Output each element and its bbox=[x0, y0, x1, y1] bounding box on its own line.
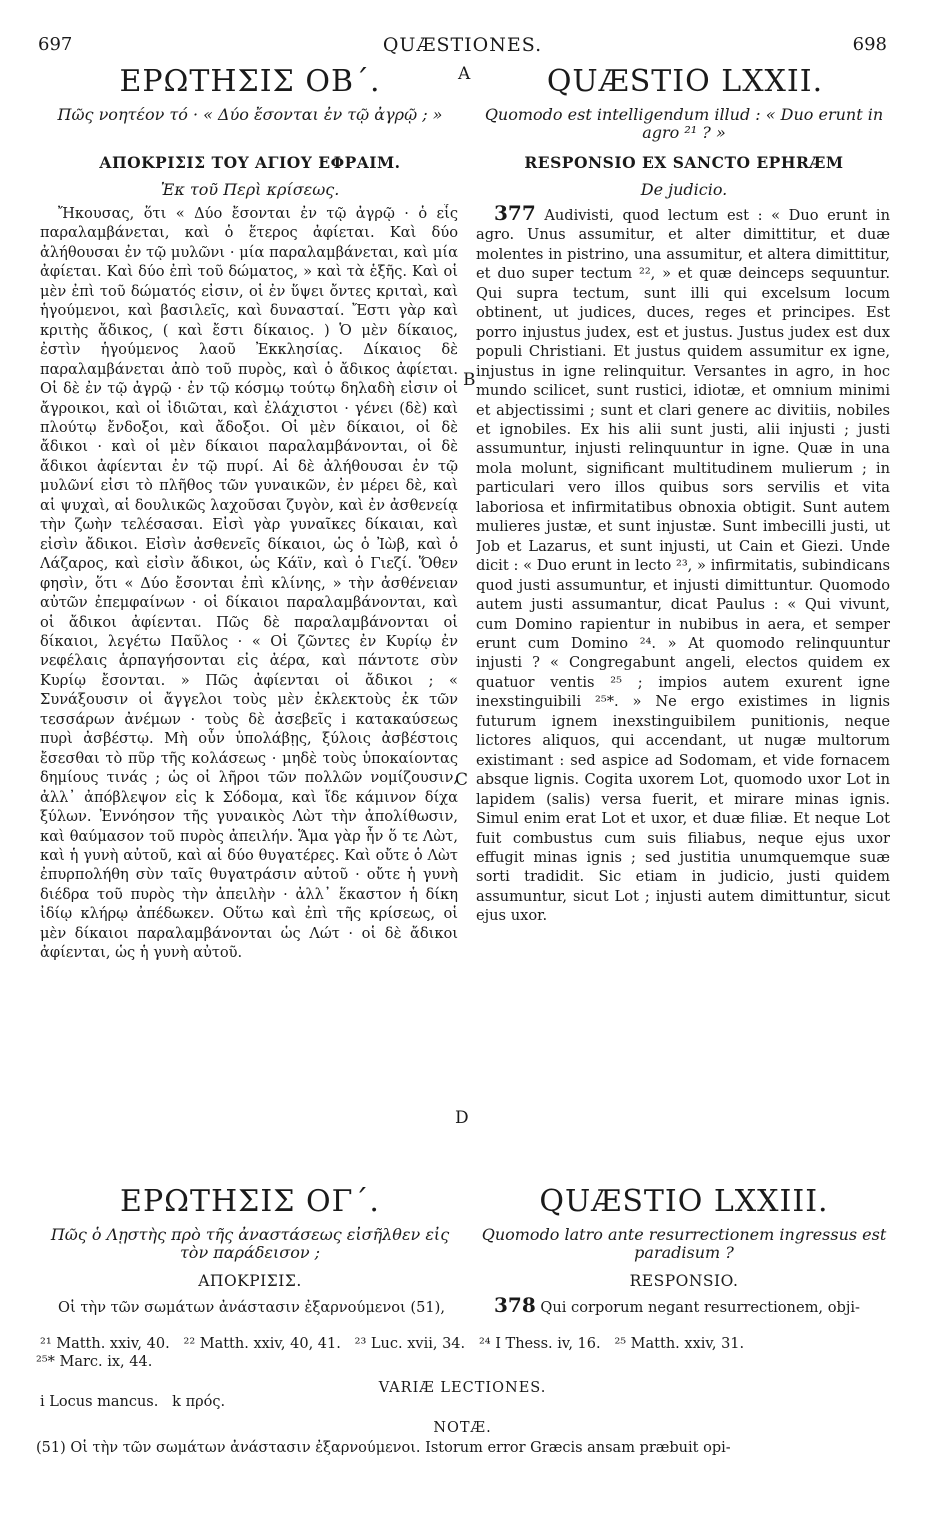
latin-source-72: De judicio. bbox=[640, 180, 728, 199]
latin-column-73 bbox=[476, 1293, 890, 1317]
variae-lectiones-text: i Locus mancus. k πρός. bbox=[40, 1394, 226, 1410]
greek-question-73-title: ΕΡΩΤΗΣΙΣ ΟΓ΄. bbox=[120, 1184, 380, 1219]
latin-answer-73-heading: RESPONSIO. bbox=[629, 1272, 739, 1290]
latin-column-72 bbox=[476, 204, 890, 1144]
page-number-left: 697 bbox=[38, 34, 73, 55]
notae-heading: NOTÆ. bbox=[433, 1420, 492, 1436]
greek-source-72: Ἐκ τοῦ Περὶ κρίσεως. bbox=[160, 180, 340, 199]
running-title: QUÆSTIONES. bbox=[382, 34, 543, 56]
greek-answer-73-heading: ΑΠΟΚΡΙΣΙΣ. bbox=[198, 1272, 302, 1290]
scripture-references-line-2: ²⁵* Marc. ix, 44. bbox=[36, 1354, 153, 1370]
greek-answer-72-text: Ἤκουσας, ὅτι « Δύο ἔσονται ἐν τῷ ἀγρῷ · ὁ εἷς παραλαμβάνεται, καὶ ὁ ἕτερος ἀφίεται. Καὶ δύο ἀλήθουσαι ἐν τῷ μυλῶνι · μία παραλαμβάνεται, καὶ μία ἀφίεται. Καὶ δύο ἐπὶ τοῦ δώματος, » καὶ τὰ ἑξῆς. Καὶ οἱ μὲν ἐπὶ τοῦ δώματός εἰσιν, οἱ ἐν ὕψει ὄντες κριταὶ, καὶ ἡγούμενοι, καὶ βασιλεῖς, καὶ δυνασταί. Ἔστι γὰρ καὶ κριτὴς ἄδικος, ( καὶ ἔστι δίκαιος. ) Ὁ μὲν δίκαιος, ἐστὶν ἡγούμενος λαοῦ Ἐκκλησίας. Δίκαιος δὲ παραλαμβάνεται ἀπὸ τοῦ πυρὸς, καὶ ὁ ἄδικος ἀφίεται. Οἱ δὲ ἐν τῷ ἀγρῷ · ἐν τῷ κόσμῳ τούτῳ δηλαδὴ εἰσιν οἱ ἄγροικοι, καὶ οἱ ἰδιῶται, καὶ ἐλάχιστοι · γένει (δὲ) καὶ πλούτῳ ἔνδοξοι, καὶ ἄδοξοι. Οἱ μὲν δίκαιοι, οἱ δὲ ἄδικοι · καὶ οἱ μὲν δίκαιοι παραλαμβάνονται, οἱ δὲ ἄδικοι ἀφίενται ἐν τῷ πυρί. Αἱ δὲ ἀλήθουσαι ἐν τῷ μυλῶνί εἰσι τὸ πλῆθος τῶν γυναικῶν, ἐν μέρει δὲ, καὶ αἱ ψυχαὶ, αἱ δουλικῶς λαχοῦσαι ζυγὸν, καὶ ἐν ἀσθενείᾳ τὴν ζωὴν τελέσασαι. Εἰσὶ γὰρ γυναῖκες δίκαιαι, καὶ εἰσὶν ἄδικοι. Εἰσὶν ἀσθενεῖς δίκαιοι, ὡς ὁ Ἰὼβ, καὶ ὁ Λάζαρος, καὶ εἰσὶν ἄδικοι, ὡς Κάϊν, καὶ ὁ Γιεζί. Ὅθεν φησὶν, ὅτι « Δύο ἔσονται ἐπὶ κλίνης, » τὴν ἀσθένειαν αὐτῶν ἐπεμφαίνων · οἱ δίκαιοι παραλαμβάνονται, καὶ οἱ ἄδικοι ἀφίενται. Πῶς δὲ παραλαμβάνονται οἱ δίκαιοι, λεγέτω Παῦλος · « Οἱ ζῶντες ἐν Κυρίῳ ἐν νεφέλαις ἁρπαγήσονται εἰς ἀέρα, καὶ πάντοτε σὺν Κυρίῳ ἔσονται. » Πῶς ἀφίενται οἱ ἄδικοι ; « Συνάξουσιν οἱ ἄγγελοι τοὺς μὲν ἐκλεκτοὺς ἐκ τῶν τεσσάρων ἀνέμων · τοὺς δὲ ἀσεβεῖς i κατακαύσεως πυρὶ ἀσβέστῳ. Μὴ οὖν ὑπολάβῃς, ξύλοις ἀσβέστοις ἔσεσθαι τὸ πῦρ τῆς κολάσεως · μηδὲ τοὺς ὑποκαίοντας δημίους τινάς ; ὡς οἱ λῆροι τῶν πολλῶν νομίζουσιν, ἀλλ᾽ ἀπόβλεψον εἰς k Σόδομα, καὶ ἴδε κάμινον δίχα ξύλων. Ἐννόησον τῆς γυναικὸς Λὼτ τὴν ἀπολίθωσιν, καὶ θαύμασον τοῦ πυρὸς ἀπειλήν. Ἅμα γὰρ ἦν ὅ τε Λὼτ, καὶ ἡ γυνὴ αὐτοῦ, καὶ αἱ δύο θυγατέρες. Καὶ οὔτε ὁ Λὼτ ἐπυρπολήθη σὺν ταῖς θυγατράσιν αὐτοῦ · οὔτε ἡ γυνὴ διέδρα τοῦ πυρὸς τὴν ἀπειλὴν · ἀλλ᾽ ἕκαστον ἡ δίκη ἰδίῳ κλήρῳ ἀπέδωκεν. Οὕτω καὶ ἐπὶ τῆς κρίσεως, οἱ μὲν δίκαιοι παραλαμβάνονται ὡς Λώτ · οἱ δὲ ἄδικοι ἀφίενται, ὡς ἡ γυνὴ αὐτοῦ. bbox=[40, 205, 458, 962]
question-number-377: 377 bbox=[494, 204, 536, 225]
variae-lectiones-heading: VARIÆ LECTIONES. bbox=[378, 1380, 547, 1396]
margin-letter-a: A bbox=[458, 64, 471, 84]
latin-question-73-title: QUÆSTIO LXXIII. bbox=[539, 1184, 829, 1219]
greek-answer-73-text: Οἱ τὴν τῶν σωμάτων ἀνάστασιν ἐξαρνούμενοι (51), bbox=[58, 1299, 445, 1316]
margin-letter-b: B bbox=[463, 370, 476, 390]
latin-answer-72-text: Audivisti, quod lectum est : « Duo erunt in agro. Unus assumitur, et alter dimittitur, et duæ molentes in pistrino, una assumitur, et altera dimittitur, et duo super tectum ²², » et quæ deinceps sequuntur. Qui supra tectum, sunt illi qui excelsum locum obtinent, ut judices, duces, reges et principes. Est porro injustus judex, est et justus. Justus judex est dux populi Christiani. Et justus quidem assumitur ex igne, injustus in igne relinquitur. Versantes in agro, in hoc mundo scilicet, sunt rustici, idiotæ, et omnium minimi et abjectissimi ; sunt et clari genere ac divitiis, nobiles et ignobiles. Ex his alii sunt justi, alii injusti ; justi assumuntur, injusti relinquuntur in igne. Quæ in una mola molunt, significant multitudinem mulierum ; in particulari vero illos quibus sors servilis et vita laboriosa et infirmitatibus obnoxia obtigit. Sunt autem mulieres justæ, et sunt injustæ. Sunt imbecilli justi, ut Job et Lazarus, et sunt injusti, ut Cain et Giezi. Unde dicit : « Duo erunt in lecto ²³, » infirmitatis, subindicans quod justi assumuntur, et injusti dimittuntur. Quomodo autem justi assumantur, dicat Paulus : « Qui vivunt, cum Domino rapientur in nubibus in aera, et semper erunt cum Domino ²⁴. » At quomodo relinquuntur injusti ? « Congregabunt angeli, electos quidem ex quatuor ventis ²⁵ ; impios autem exurent igne inexstinguibili ²⁵*. » Ne ergo existimes in lignis futurum ignem inexstinguibilem punitionis, neque lictores aliquos, qui accendant, ut nugæ multorum existimant : sed aspice ad Sodomam, et vide fornacem absque lignis. Cogita uxorem Lot, quomodo uxor Lot in lapidem (salis) versa fuerit, et mirare minas ignis. Simul enim erat Lot et uxor, et duæ filiæ. Et neque Lot fuit combustus cum suis filiabus, neque ejus uxor effugit minas ignis ; sed justitia unumquemque suæ sorti tradidit. Sic etiam in judicio, justi quidem assumuntur, sicut Lot ; injusti autem dimittuntur, sicut ejus uxor. bbox=[476, 207, 890, 925]
latin-question-72-title: QUÆSTIO LXXII. bbox=[546, 64, 824, 99]
latin-answer-72-heading: RESPONSIO EX SANCTO EPHRÆM bbox=[524, 153, 844, 172]
greek-column-73 bbox=[40, 1298, 458, 1317]
greek-question-72-text: Πῶς νοητέον τό · « Δύο ἔσονται ἐν τῷ ἀγρῷ ; » bbox=[57, 105, 443, 124]
latin-question-72-text: Quomodo est intelligendum illud : « Duo erunt in agro ²¹ ? » bbox=[484, 105, 884, 142]
greek-question-73-text: Πῶς ὁ Λῃστὴς πρὸ τῆς ἀναστάσεως εἰσῆλθεν εἰς τὸν παράδεισον ; bbox=[50, 1225, 450, 1262]
notae-text: (51) Οἱ τὴν τῶν σωμάτων ἀνάστασιν ἐξαρνούμενοι. Istorum error Græcis ansam præbuit opi- bbox=[36, 1440, 731, 1456]
greek-answer-72-heading: ΑΠΟΚΡΙΣΙΣ ΤΟΥ ΑΓΙΟΥ ΕΦΡΑΙΜ. bbox=[99, 153, 401, 172]
question-number-378: 378 bbox=[494, 1293, 536, 1317]
greek-question-72-title: ΕΡΩΤΗΣΙΣ ΟΒ΄. bbox=[119, 64, 381, 99]
latin-question-73-text: Quomodo latro ante resurrectionem ingressus est paradisum ? bbox=[481, 1225, 887, 1262]
margin-letter-c: C bbox=[455, 770, 469, 790]
scripture-references-line-1: ²¹ Matth. xxiv, 40. ²² Matth. xxiv, 40, 41. ²³ Luc. xvii, 34. ²⁴ I Thess. iv, 16. ²⁵ Matth. xxiv, 31. bbox=[40, 1336, 745, 1352]
greek-column-72 bbox=[40, 204, 458, 1164]
margin-letter-d: D bbox=[455, 1108, 469, 1128]
latin-answer-73-text: Qui corporum negant resurrectionem, obji- bbox=[540, 1299, 860, 1316]
page-number-right: 698 bbox=[852, 34, 887, 55]
